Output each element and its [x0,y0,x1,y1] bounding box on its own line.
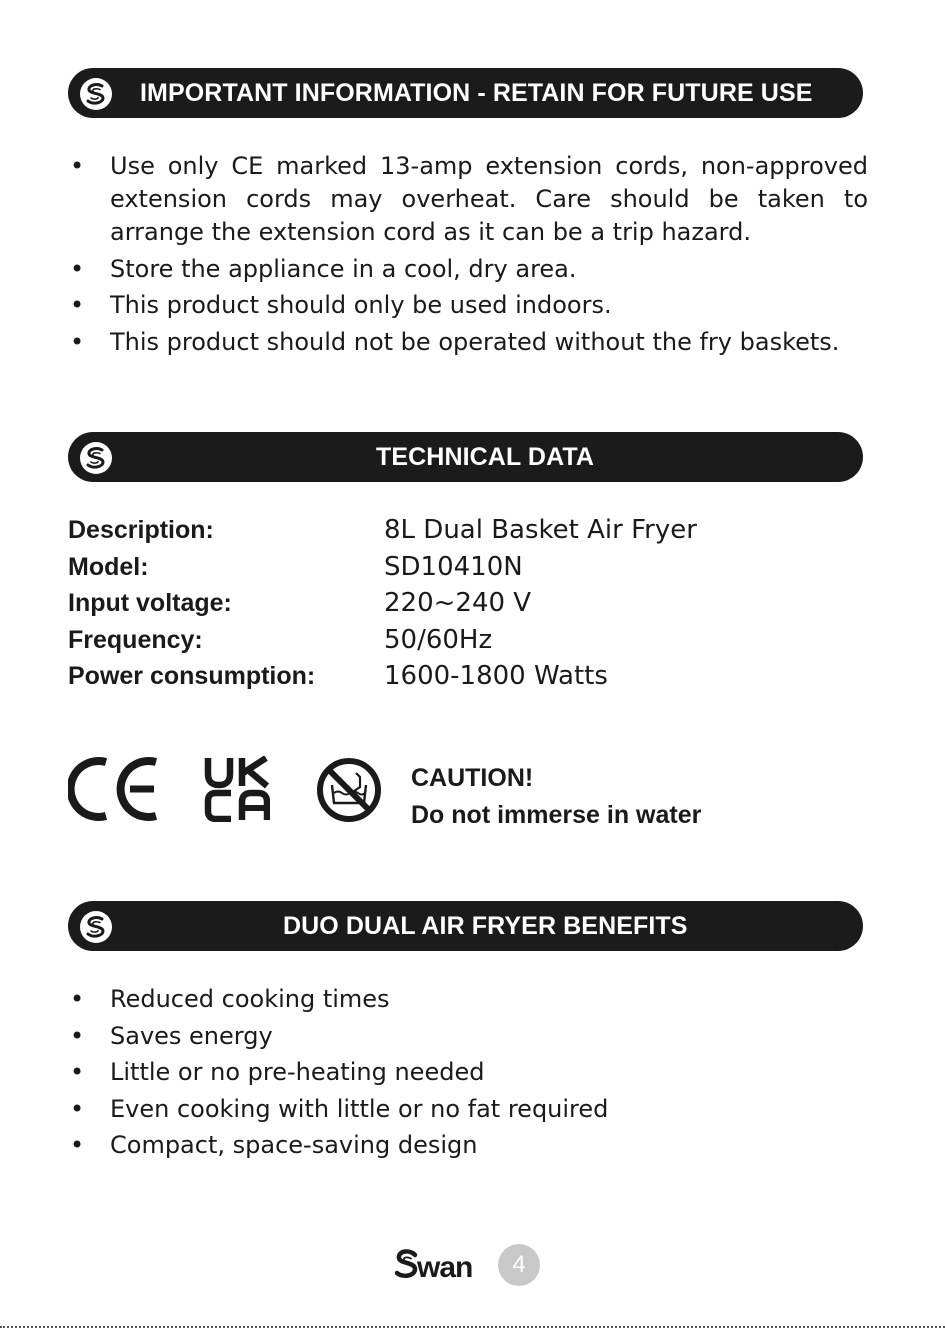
section-title: DUO DUAL AIR FRYER BENEFITS [283,912,688,940]
spec-label: Power consumption: [68,662,316,690]
swan-brand-logo [395,1243,491,1287]
spec-value: 220~240 V [384,588,532,618]
caution-title: CAUTION! [411,764,534,792]
list-item: • Use only CE marked 13-amp extension cords, non-approved extension cords may overheat. Care should be taken to arrange the extension cord as it can be a trip hazard. [70,152,868,246]
bullet-icon: • [70,985,85,1013]
bullet-icon: • [70,327,85,356]
page-number-badge: 4 [498,1244,540,1286]
spec-value: 8L Dual Basket Air Fryer [384,515,697,545]
spec-value: 50/60Hz [384,624,493,655]
caution-note [411,760,701,833]
section-title: IMPORTANT INFORMATION - RETAIN FOR FUTURE USE [140,79,813,107]
spec-label: Input voltage: [68,589,232,617]
section-title: TECHNICAL DATA [376,443,595,471]
spec-label: Frequency: [68,625,203,654]
list-item: • Little or no pre-heating needed [68,1056,868,1089]
bullet-icon: • [70,291,85,319]
list-item: • Even cooking with little or no fat required [68,1093,868,1126]
bullet-icon: • [70,1058,85,1086]
svg-text:wan: wan [417,1251,473,1284]
bullet-icon: • [70,152,85,180]
list-item: • Reduced cooking times [68,983,868,1016]
benefits-list [68,983,868,1166]
bullet-icon: • [70,1021,85,1050]
spec-label: Description: [68,516,214,544]
list-item: • Compact, space-saving design [68,1129,868,1162]
no-immerse-icon [316,757,382,823]
section-header-technical [68,432,863,482]
swan-logo-icon [79,910,113,944]
section-header-important [68,68,863,118]
bullet-icon: • [70,1131,85,1159]
swan-logo-icon [79,441,113,475]
important-info-list [68,150,868,362]
list-item: • Saves energy [68,1020,868,1053]
list-item: • This product should only be used indoors. [68,289,868,322]
caution-text: Do not immerse in water [411,800,702,829]
section-header-benefits [68,901,863,951]
ukca-mark-icon [204,756,270,822]
list-item: • This product should not be operated without the fry baskets. [68,326,868,359]
list-item: • Store the appliance in a cool, dry area. [68,253,868,286]
spec-value: SD10410N [384,551,523,582]
bullet-icon: • [70,254,85,283]
ce-mark-icon [68,756,160,822]
spec-label: Model: [68,552,149,581]
swan-logo-icon [79,77,113,111]
spec-value: 1600-1800 Watts [384,661,608,691]
bullet-icon: • [70,1094,85,1123]
page-trim-line [0,1326,945,1328]
